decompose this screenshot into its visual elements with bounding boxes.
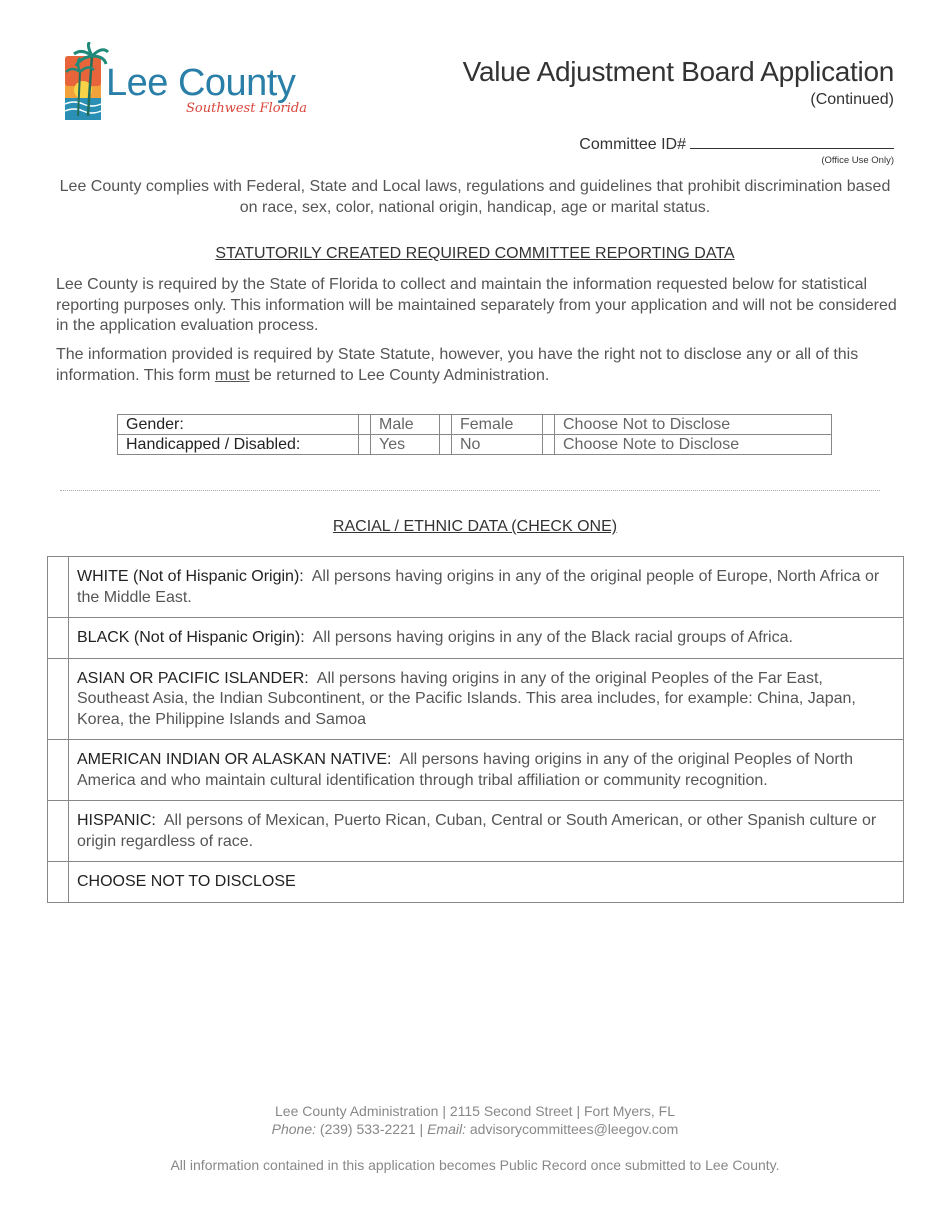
public-record-notice: All information contained in this application becomes Public Record once submitted to Lee County. xyxy=(170,1157,780,1173)
racial-desc: All persons having origins in any of the Black racial groups of Africa. xyxy=(312,629,793,646)
handicapped-row xyxy=(118,435,832,455)
racial-checkbox-hispanic[interactable] xyxy=(48,801,69,862)
phone-number: (239) 533-2221 xyxy=(319,1121,416,1137)
logo-name: Lee County xyxy=(106,62,296,104)
compliance-statement: Lee County complies with Federal, State and Local laws, regulations and guidelines that prohibit discrimination based on race, sex, color, national origin, handicap, age or marital status. xyxy=(59,178,891,216)
handicapped-label: Handicapped / Disabled: xyxy=(118,435,359,455)
racial-checkbox-asian[interactable] xyxy=(48,658,69,740)
racial-label: BLACK (Not of Hispanic Origin): xyxy=(77,629,305,646)
gender-female-checkbox[interactable] xyxy=(440,415,452,435)
racial-text xyxy=(69,740,904,801)
racial-checkbox-white[interactable] xyxy=(48,557,69,618)
gender-row xyxy=(118,415,832,435)
committee-id-label: Committee ID# xyxy=(579,136,686,153)
footer-address: Lee County Administration | 2115 Second Street | Fort Myers, FL xyxy=(275,1103,675,1119)
racial-checkbox-black[interactable] xyxy=(48,618,69,659)
racial-table xyxy=(47,556,904,903)
office-use-note: (Office Use Only) xyxy=(821,155,894,166)
racial-text xyxy=(69,658,904,740)
gender-not-disclose-checkbox[interactable] xyxy=(543,415,555,435)
demographics-table xyxy=(117,414,832,455)
footer-contact: Phone: (239) 533-2221 | Email: advisorycommittees@leegov.com xyxy=(271,1121,679,1137)
racial-checkbox-not-disclose[interactable] xyxy=(48,862,69,903)
racial-text xyxy=(69,862,904,903)
racial-desc: All persons having origins in any of the original Peoples of North America and who maintain cultural identification through tribal affiliation or community recognition. xyxy=(77,751,854,789)
handicapped-option-not-disclose: Choose Note to Disclose xyxy=(555,435,832,455)
statutory-paragraph-1: Lee County is required by the State of Florida to collect and maintain the information requested below for statistical reporting purposes only. This information will be maintained separately from your application and will not be considered in the application evaluation process. xyxy=(56,276,897,334)
gender-option-male: Male xyxy=(371,415,440,435)
racial-desc: All persons of Mexican, Puerto Rican, Cuban, Central or South American, or other Spanish culture or origin regardless of race. xyxy=(77,812,877,850)
handicapped-yes-checkbox[interactable] xyxy=(359,435,371,455)
handicapped-no-checkbox[interactable] xyxy=(440,435,452,455)
racial-checkbox-american-indian[interactable] xyxy=(48,740,69,801)
handicapped-option-yes: Yes xyxy=(371,435,440,455)
email-label: Email: xyxy=(427,1121,466,1137)
racial-row-white xyxy=(48,557,904,618)
section-divider xyxy=(60,490,880,491)
racial-label: AMERICAN INDIAN OR ALASKAN NATIVE: xyxy=(77,751,392,768)
page-subtitle: (Continued) xyxy=(810,91,894,108)
committee-id-blank[interactable] xyxy=(690,134,894,149)
email-address[interactable]: advisorycommittees@leegov.com xyxy=(469,1121,679,1137)
racial-desc: All persons having origins in any of the original people of Europe, North Africa or the Middle East. xyxy=(77,568,880,606)
committee-id-field[interactable] xyxy=(579,134,894,154)
page-title: Value Adjustment Board Application xyxy=(462,56,894,87)
racial-heading: RACIAL / ETHNIC DATA (CHECK ONE) xyxy=(332,518,618,535)
gender-label: Gender: xyxy=(118,415,359,435)
racial-row-asian xyxy=(48,658,904,740)
racial-text xyxy=(69,618,904,659)
racial-label: WHITE (Not of Hispanic Origin): xyxy=(77,568,304,585)
gender-option-female: Female xyxy=(452,415,543,435)
logo-tagline: Southwest Florida xyxy=(186,101,307,116)
racial-label: HISPANIC: xyxy=(77,812,156,829)
racial-row-hispanic xyxy=(48,801,904,862)
must-emphasis: must xyxy=(214,366,250,384)
racial-label: CHOOSE NOT TO DISCLOSE xyxy=(77,873,296,890)
racial-row-american-indian xyxy=(48,740,904,801)
statutory-paragraph-2: The information provided is required by State Statute, however, you have the right not to disclose any or all of this information. This form must be returned to Lee County Administration. xyxy=(56,346,859,384)
statutory-heading: STATUTORILY CREATED REQUIRED COMMITTEE REPORTING DATA xyxy=(215,245,735,262)
racial-text xyxy=(69,801,904,862)
handicapped-option-no: No xyxy=(452,435,543,455)
racial-text xyxy=(69,557,904,618)
racial-label: ASIAN OR PACIFIC ISLANDER: xyxy=(77,669,309,687)
gender-option-not-disclose: Choose Not to Disclose xyxy=(555,415,832,435)
racial-row-black xyxy=(48,618,904,659)
handicapped-not-disclose-checkbox[interactable] xyxy=(543,435,555,455)
phone-label: Phone: xyxy=(271,1121,317,1137)
racial-row-not-disclose xyxy=(48,862,904,903)
racial-desc: All persons having origins in any of the original Peoples of the Far East, Southeast Asia, the Indian Subcontinent, or the Pacific Islands. This area includes, for example: China, Japan, Korea, the Philippine Islands and Samoa xyxy=(77,669,856,728)
gender-male-checkbox[interactable] xyxy=(359,415,371,435)
